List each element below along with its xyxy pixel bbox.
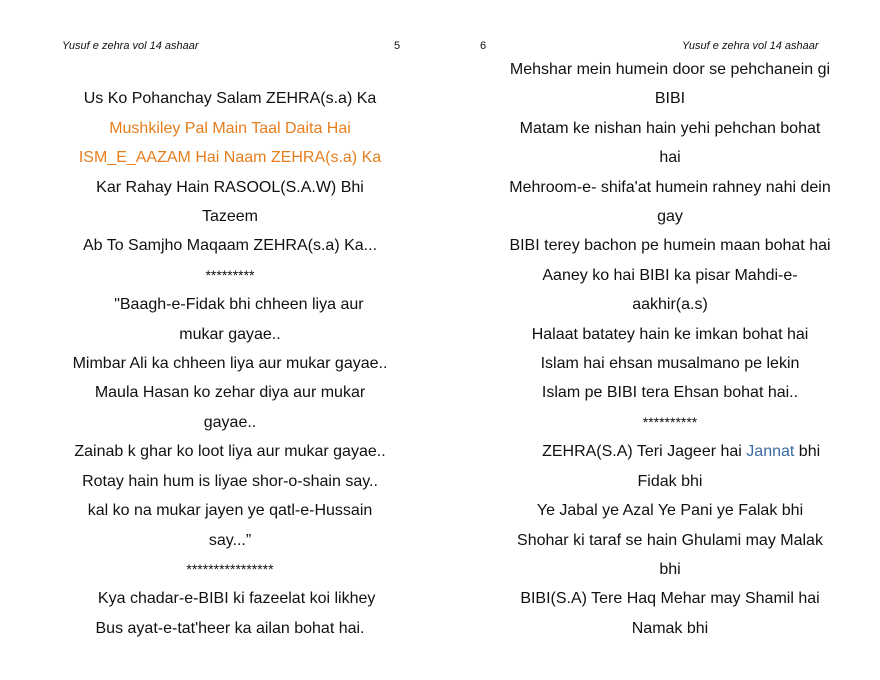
poem-line: BIBI terey bachon pe humein maan bohat hai <box>509 237 831 255</box>
jannat-link[interactable]: Jannat <box>746 443 795 461</box>
poem-line: Bus ayat-e-tat'heer ka ailan bohat hai. <box>95 619 365 637</box>
stanza-separator: **************** <box>186 560 274 577</box>
poem-line: hai <box>659 149 681 167</box>
poem-line-blank <box>30 55 430 84</box>
stanza-separator: ********* <box>205 266 255 283</box>
poem-line: BIBI(S.A) Tere Haq Mehar may Shamil hai <box>520 590 820 608</box>
right-page-body <box>460 55 880 643</box>
poem-line: Shohar ki taraf se hain Ghulami may Malak <box>517 531 823 549</box>
poem-line: Matam ke nishan hain yehi pehchan bohat <box>519 119 821 137</box>
poem-line: "Baagh-e-Fidak bhi chheen liya aur <box>96 296 364 314</box>
poem-line: gay <box>657 208 683 226</box>
poem-line: Us Ko Pohanchay Salam ZEHRA(s.a) Ka <box>83 90 377 108</box>
poem-line: Maula Hasan ko zehar diya aur mukar <box>94 384 366 402</box>
right-page-number: 6 <box>480 40 487 52</box>
poem-line: Zainab k ghar ko loot liya aur mukar gayae.. <box>74 443 386 461</box>
poem-line: Tazeem <box>201 208 259 226</box>
poem-line: Ye Jabal ye Azal Ye Pani ye Falak bhi <box>536 502 804 520</box>
poem-line-highlight: Mushkiley Pal Main Taal Daita Hai <box>109 119 351 137</box>
poem-line: kal ko na mukar jayen ye qatl-e-Hussain <box>87 502 373 520</box>
poem-line: Namak bhi <box>631 619 709 637</box>
poem-line: Islam hai ehsan musalmano pe lekin <box>540 355 800 373</box>
poem-line: Rotay hain hum is liyae shor-o-shain say.. <box>82 472 378 490</box>
poem-line: Fidak bhi <box>637 472 703 490</box>
poem-line: BIBI <box>654 90 686 108</box>
poem-line: aakhir(a.s) <box>632 296 708 314</box>
poem-line-with-link <box>460 437 880 466</box>
poem-line: gayae.. <box>203 413 257 431</box>
poem-line: Kya chadar-e-BIBI ki fazeelat koi likhey <box>84 590 376 608</box>
left-page-header: Yusuf e zehra vol 14 ashaar <box>62 40 199 52</box>
stanza-separator: ********** <box>642 413 698 430</box>
poem-line-highlight: ISM_E_AAZAM Hai Naam ZEHRA(s.a) Ka <box>78 149 382 167</box>
poem-text: ZEHRA(S.A) Teri Jageer hai <box>519 443 747 461</box>
poem-line: Mimbar Ali ka chheen liya aur mukar gayae.. <box>72 355 388 373</box>
left-page-number: 5 <box>394 40 401 52</box>
poem-line: bhi <box>659 560 681 578</box>
poem-line: Ab To Samjho Maqaam ZEHRA(s.a) Ka... <box>82 237 378 255</box>
right-page-header: Yusuf e zehra vol 14 ashaar <box>682 40 819 52</box>
poem-line: Kar Rahay Hain RASOOL(S.A.W) Bhi <box>96 178 364 196</box>
poem-line: Mehshar mein humein door se pehchanein gi <box>509 61 831 78</box>
left-page-body <box>30 55 430 643</box>
poem-line: say...” <box>208 531 252 549</box>
poem-text: bhi <box>794 443 821 461</box>
poem-line: Islam pe BIBI tera Ehsan bohat hai.. <box>541 384 799 402</box>
poem-line: mukar gayae.. <box>179 325 281 343</box>
poem-line: Mehroom-e- shifa'at humein rahney nahi dein <box>509 178 831 196</box>
right-page <box>440 0 880 680</box>
poem-line: Halaat batatey hain ke imkan bohat hai <box>531 325 809 343</box>
poem-line: Aaney ko hai BIBI ka pisar Mahdi-e- <box>542 266 798 284</box>
